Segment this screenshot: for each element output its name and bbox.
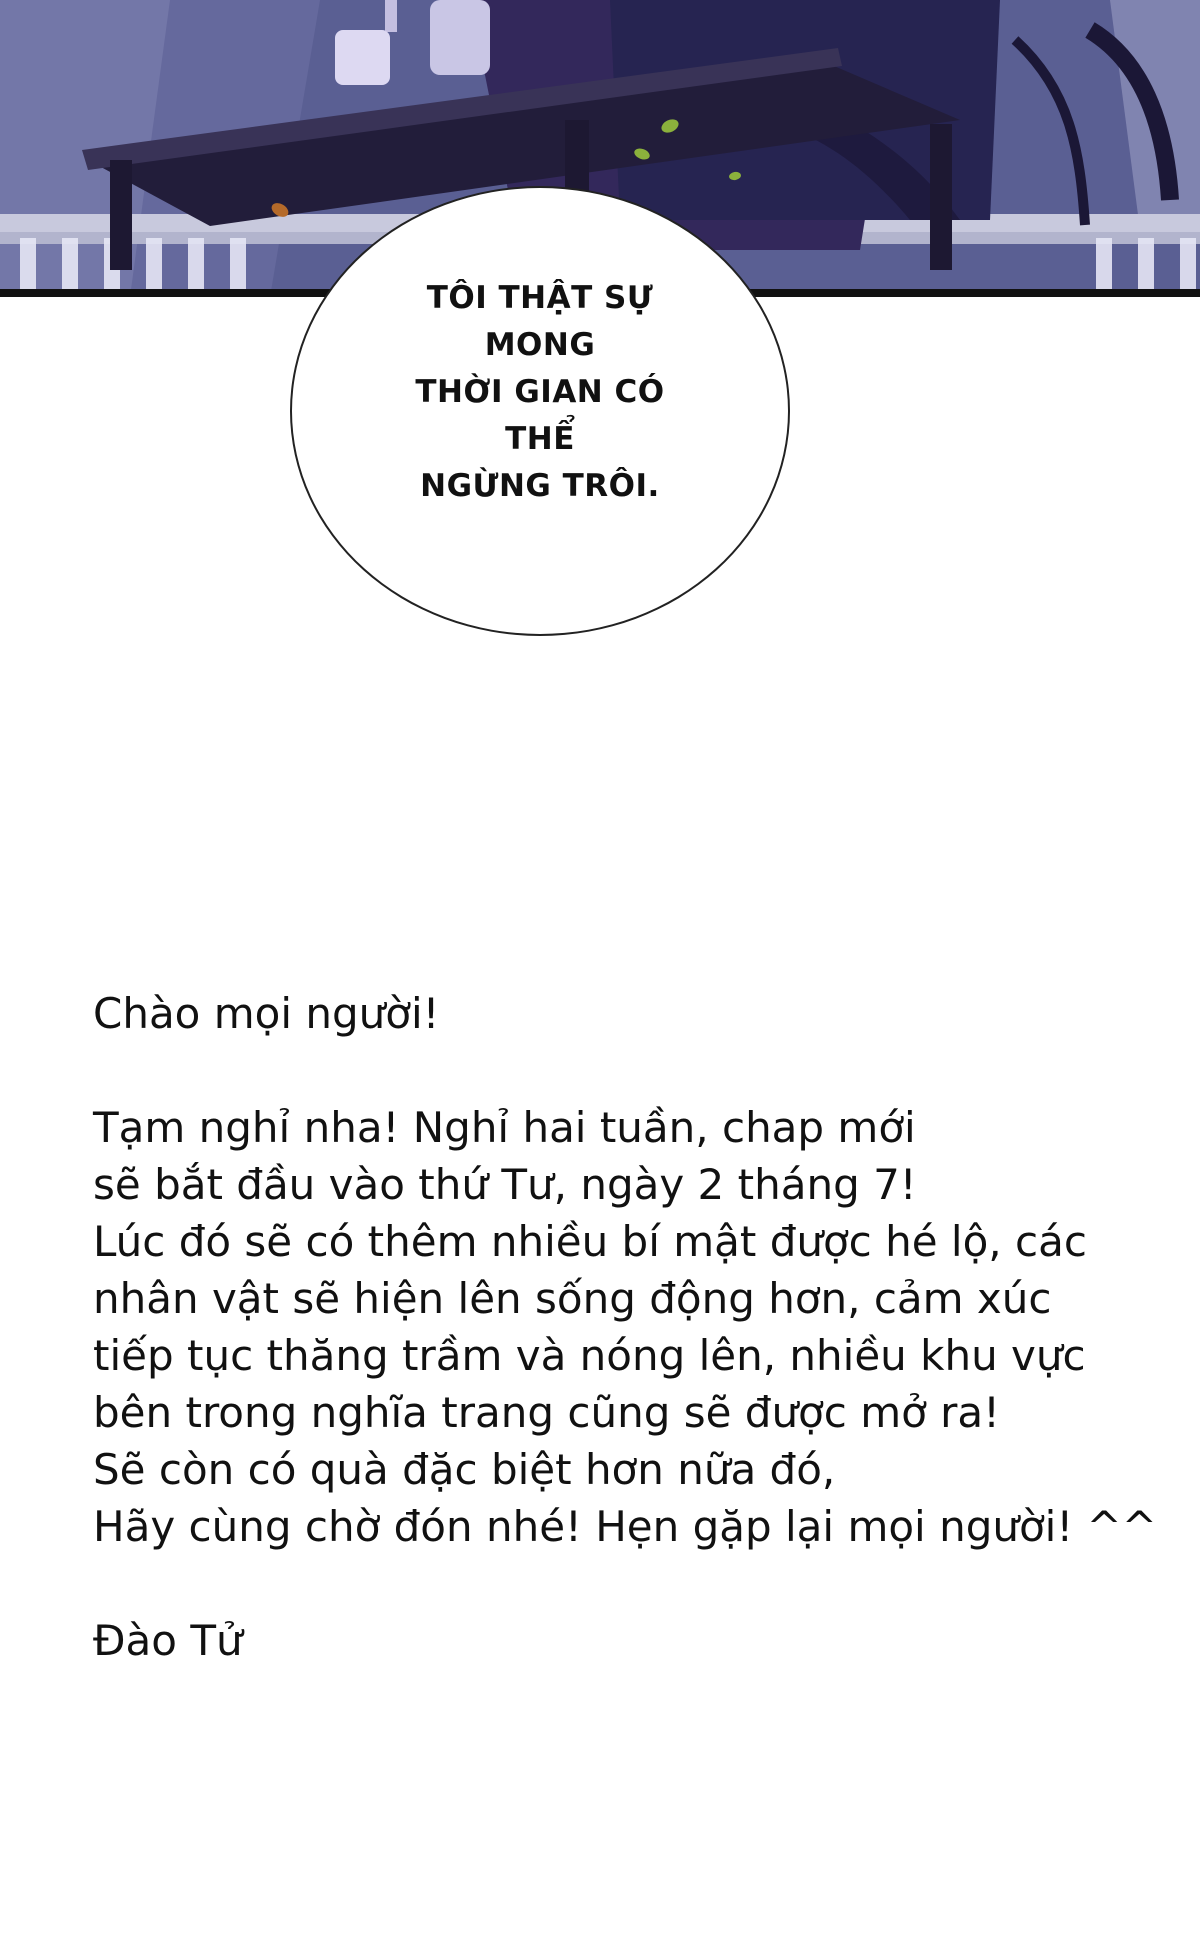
note-spacer-1 — [93, 1042, 1153, 1099]
table-leg-left — [110, 160, 132, 270]
note-line-4: nhân vật sẽ hiện lên sống động hơn, cảm xúc — [93, 1274, 1052, 1323]
speech-line-1: TÔI THẬT SỰ MONG — [426, 279, 654, 363]
speech-line-3: NGỪNG TRÔI. — [420, 467, 660, 504]
note-line-8: Hãy cùng chờ đón nhé! Hẹn gặp lại mọi người! ^^ — [93, 1502, 1157, 1551]
glass-left — [335, 30, 390, 85]
speech-bubble — [290, 186, 790, 636]
speech-line-2: THỜI GIAN CÓ THỂ — [415, 373, 665, 457]
note-signature: Đào Tử — [93, 1616, 243, 1665]
note-line-1: Tạm nghỉ nha! Nghỉ hai tuần, chap mới — [93, 1103, 916, 1152]
note-line-7: Sẽ còn có quà đặc biệt hơn nữa đó, — [93, 1445, 836, 1494]
glass-center — [430, 0, 490, 75]
note-line-3: Lúc đó sẽ có thêm nhiều bí mật được hé lộ, các — [93, 1217, 1087, 1266]
right-edge-margin — [1192, 297, 1200, 1954]
note-line-2: sẽ bắt đầu vào thứ Tư, ngày 2 tháng 7! — [93, 1160, 917, 1209]
note-line-5: tiếp tục thăng trầm và nóng lên, nhiều khu vực — [93, 1331, 1086, 1380]
author-note — [93, 985, 1157, 1669]
note-spacer-2 — [93, 1555, 1153, 1612]
table-leg-right — [930, 124, 952, 270]
candle-stick — [385, 0, 397, 32]
note-line-6: bên trong nghĩa trang cũng sẽ được mở ra! — [93, 1388, 1000, 1437]
note-greeting: Chào mọi người! — [93, 989, 440, 1038]
speech-bubble-text — [375, 275, 705, 510]
